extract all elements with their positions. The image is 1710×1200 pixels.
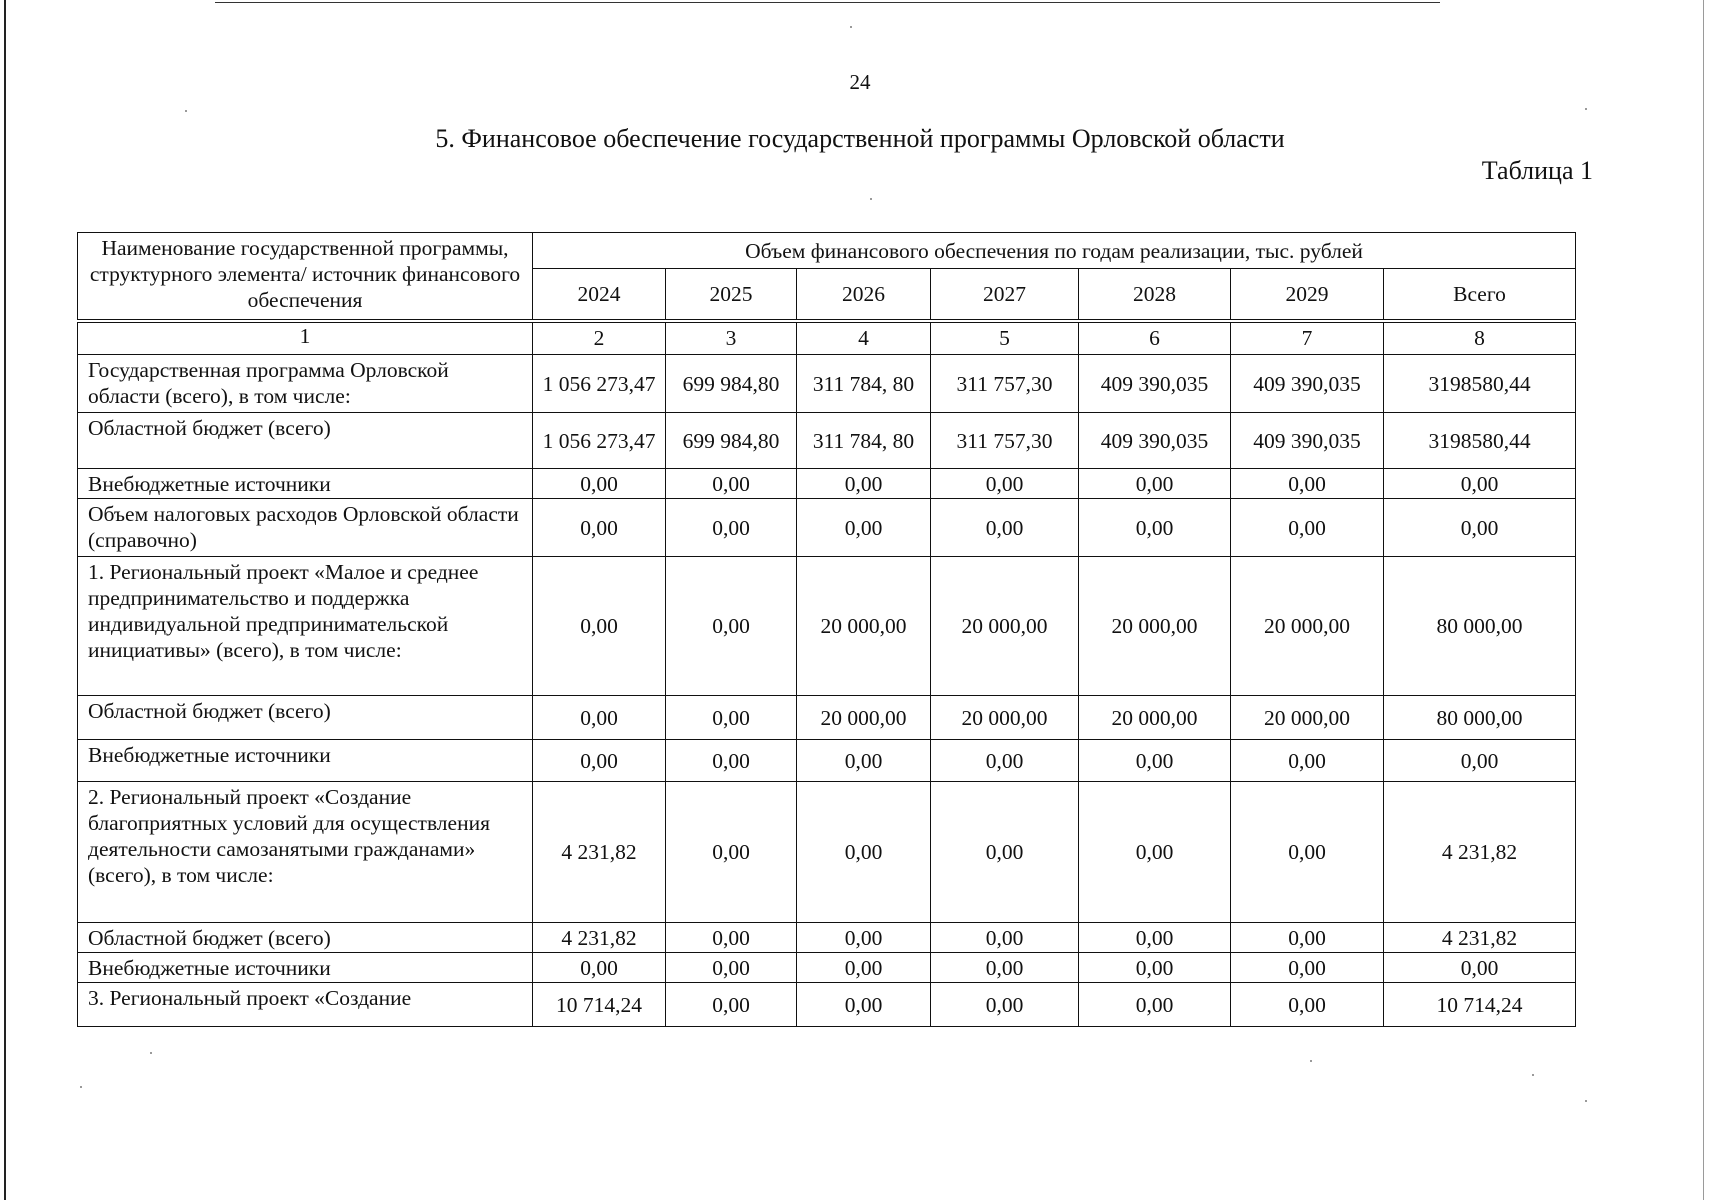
value-cell: 0,00 [797,740,931,782]
value-cell: 4 231,82 [1384,923,1576,953]
header-row [78,233,1576,269]
row-name-cell: Областной бюджет (всего) [78,696,533,740]
value-cell: 0,00 [533,469,666,499]
scan-speck [80,1086,82,1088]
value-cell: 3198580,44 [1384,413,1576,469]
row-name-cell: Внебюджетные источники [78,469,533,499]
column-number-cell: 1 [78,321,533,355]
value-cell: 0,00 [1079,953,1231,983]
value-cell: 10 714,24 [1384,983,1576,1027]
header-year-cell: 2029 [1231,269,1384,321]
value-cell: 0,00 [1231,740,1384,782]
value-cell: 0,00 [1231,499,1384,557]
value-cell: 20 000,00 [1231,696,1384,740]
value-cell: 409 390,035 [1231,355,1384,413]
table-row [78,782,1576,923]
value-cell: 0,00 [533,557,666,696]
top-rule [215,2,1440,3]
table-row [78,923,1576,953]
value-cell: 80 000,00 [1384,557,1576,696]
value-cell: 0,00 [1231,469,1384,499]
column-number-cell: 2 [533,321,666,355]
header-year-cell: 2025 [666,269,797,321]
scan-speck [870,198,872,200]
value-cell: 0,00 [1079,782,1231,923]
financing-table [77,232,1576,1027]
value-cell: 20 000,00 [1079,696,1231,740]
table-row [78,740,1576,782]
row-name-cell: Внебюджетные источники [78,740,533,782]
value-cell: 311 757,30 [931,413,1079,469]
value-cell: 311 757,30 [931,355,1079,413]
row-name-cell: 3. Региональный проект «Создание [78,983,533,1027]
value-cell: 0,00 [666,782,797,923]
column-numbers-row [78,321,1576,355]
value-cell: 20 000,00 [1079,557,1231,696]
value-cell: 0,00 [666,923,797,953]
value-cell: 0,00 [1079,923,1231,953]
value-cell: 0,00 [1231,923,1384,953]
value-cell: 0,00 [666,740,797,782]
value-cell: 0,00 [797,923,931,953]
row-name-cell: 1. Региональный проект «Малое и среднее предпринимательство и поддержка индивидуальной предпринимательской инициативы» (всего), в том числе: [78,557,533,696]
value-cell: 0,00 [533,953,666,983]
row-name-cell: Внебюджетные источники [78,953,533,983]
value-cell: 0,00 [1231,983,1384,1027]
column-number-cell: 3 [666,321,797,355]
value-cell: 20 000,00 [797,696,931,740]
value-cell: 20 000,00 [931,696,1079,740]
value-cell: 0,00 [931,953,1079,983]
table-label: Таблица 1 [1481,156,1593,185]
scan-speck [1585,108,1587,110]
value-cell: 0,00 [666,953,797,983]
value-cell: 0,00 [1079,499,1231,557]
value-cell: 20 000,00 [931,557,1079,696]
value-cell: 1 056 273,47 [533,413,666,469]
value-cell: 699 984,80 [666,413,797,469]
header-year-cell: 2028 [1079,269,1231,321]
value-cell: 0,00 [797,469,931,499]
value-cell: 0,00 [666,469,797,499]
document-title: 5. Финансовое обеспечение государственной программы Орловской области [435,124,1285,153]
value-cell: 1 056 273,47 [533,355,666,413]
value-cell: 699 984,80 [666,355,797,413]
table-row [78,355,1576,413]
value-cell: 0,00 [1384,499,1576,557]
table-body [78,233,1576,1027]
value-cell: 0,00 [931,983,1079,1027]
value-cell: 0,00 [1384,740,1576,782]
table-row [78,696,1576,740]
value-cell: 20 000,00 [1231,557,1384,696]
value-cell: 0,00 [533,740,666,782]
value-cell: 0,00 [666,557,797,696]
header-group-cell: Объем финансового обеспечения по годам реализации, тыс. рублей [533,233,1576,269]
column-number-cell: 6 [1079,321,1231,355]
header-year-cell: 2026 [797,269,931,321]
value-cell: 0,00 [1079,469,1231,499]
value-cell: 10 714,24 [533,983,666,1027]
value-cell: 311 784, 80 [797,413,931,469]
column-number-cell: 7 [1231,321,1384,355]
value-cell: 0,00 [666,696,797,740]
value-cell: 0,00 [931,923,1079,953]
table-row [78,499,1576,557]
left-page-edge [4,0,6,1200]
scan-speck [1532,1074,1534,1076]
value-cell: 0,00 [931,782,1079,923]
value-cell: 4 231,82 [1384,782,1576,923]
header-total-cell: Всего [1384,269,1576,321]
row-name-cell: Областной бюджет (всего) [78,413,533,469]
page-number: 24 [849,70,871,94]
table-row [78,413,1576,469]
header-year-cell: 2024 [533,269,666,321]
table-row [78,469,1576,499]
table-row [78,557,1576,696]
value-cell: 0,00 [797,782,931,923]
value-cell: 0,00 [1384,953,1576,983]
value-cell: 0,00 [666,983,797,1027]
row-name-cell: Областной бюджет (всего) [78,923,533,953]
row-name-cell: 2. Региональный проект «Создание благоприятных условий для осуществления деятельности самозанятыми гражданами» (всего), в том числе: [78,782,533,923]
scan-speck [1310,1060,1312,1062]
value-cell: 0,00 [1079,983,1231,1027]
right-page-edge [1703,0,1704,1200]
value-cell: 0,00 [931,499,1079,557]
value-cell: 80 000,00 [1384,696,1576,740]
value-cell: 0,00 [1231,782,1384,923]
scan-speck [185,110,187,112]
value-cell: 20 000,00 [797,557,931,696]
column-number-cell: 4 [797,321,931,355]
header-year-cell: 2027 [931,269,1079,321]
value-cell: 311 784, 80 [797,355,931,413]
value-cell: 0,00 [666,499,797,557]
row-name-cell: Государственная программа Орловской области (всего), в том числе: [78,355,533,413]
value-cell: 0,00 [931,469,1079,499]
value-cell: 409 390,035 [1231,413,1384,469]
value-cell: 409 390,035 [1079,413,1231,469]
row-name-cell: Объем налоговых расходов Орловской области (справочно) [78,499,533,557]
value-cell: 0,00 [797,499,931,557]
value-cell: 0,00 [797,983,931,1027]
value-cell: 409 390,035 [1079,355,1231,413]
column-number-cell: 8 [1384,321,1576,355]
table-row [78,983,1576,1027]
scan-speck [850,26,852,28]
value-cell: 4 231,82 [533,782,666,923]
value-cell: 0,00 [1231,953,1384,983]
column-number-cell: 5 [931,321,1079,355]
header-name-cell: Наименование государственной программы, структурного элемента/ источник финансового обеспечения [78,233,533,321]
value-cell: 0,00 [533,696,666,740]
value-cell: 0,00 [1079,740,1231,782]
table-row [78,953,1576,983]
value-cell: 4 231,82 [533,923,666,953]
value-cell: 0,00 [931,740,1079,782]
scan-speck [1585,1100,1587,1102]
value-cell: 0,00 [797,953,931,983]
value-cell: 0,00 [1384,469,1576,499]
value-cell: 0,00 [533,499,666,557]
scan-speck [150,1052,152,1054]
value-cell: 3198580,44 [1384,355,1576,413]
